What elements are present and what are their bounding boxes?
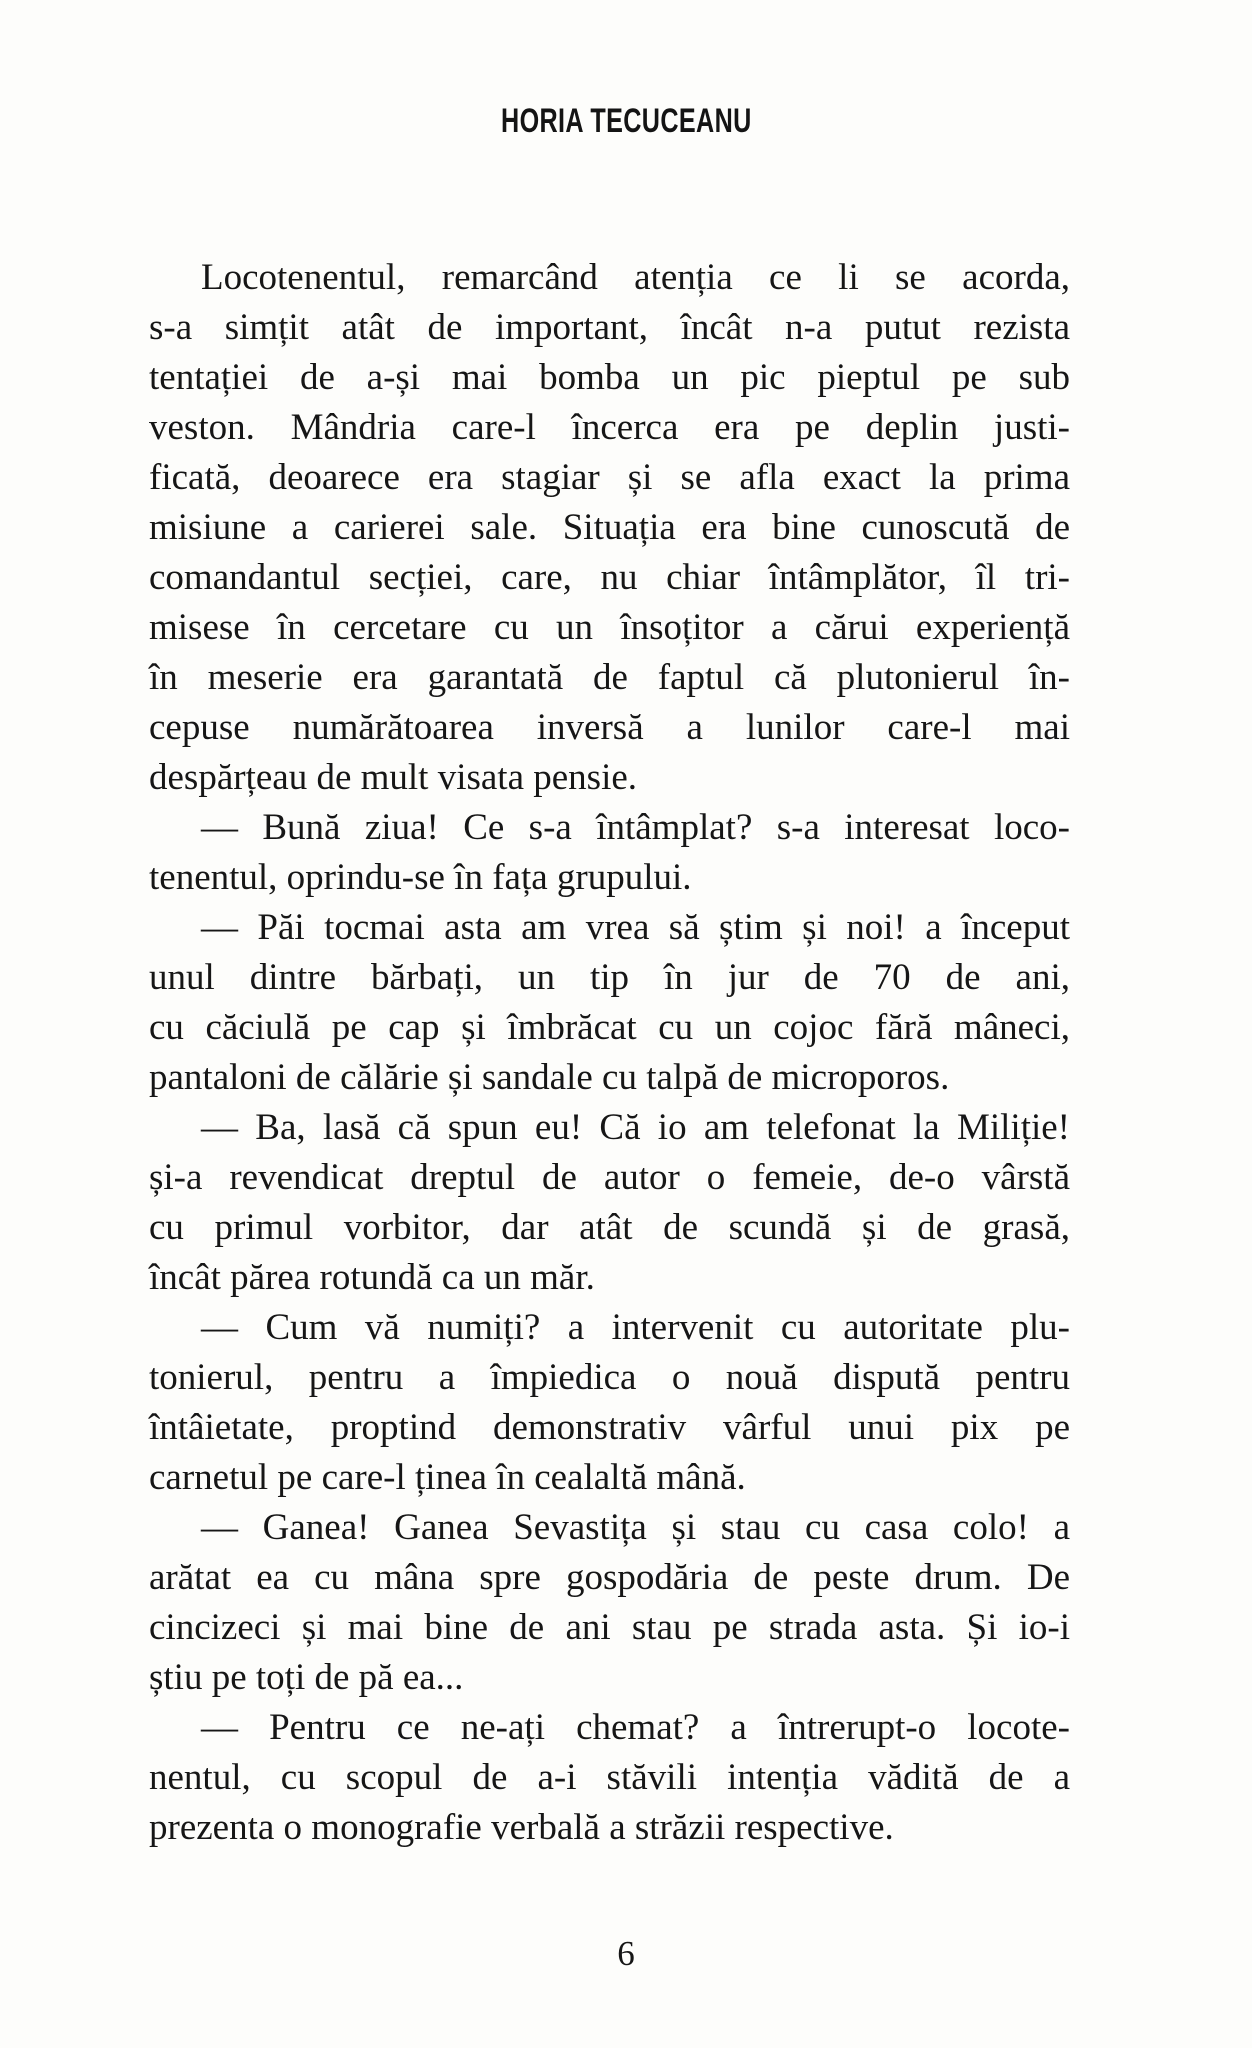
text-line: — Cum vă numiți? a intervenit cu autoritate plu- <box>201 1307 1070 1348</box>
text-line: în meserie era garantată de faptul că plutonierul în- <box>149 657 1070 698</box>
text-line: întâietate, proptind demonstrativ vârful unui pix pe <box>149 1407 1070 1448</box>
text-line: arătat ea cu mâna spre gospodăria de peste drum. De <box>149 1557 1070 1598</box>
text-line: tonierul, pentru a împiedica o nouă dispută pentru <box>149 1357 1070 1398</box>
text-line: carnetul pe care-l ținea în cealaltă mână. <box>149 1457 746 1498</box>
text-block <box>149 253 1070 1853</box>
text-line: știu pe toți de pă ea... <box>149 1657 464 1698</box>
paragraph <box>149 1303 1070 1503</box>
text-line: s-a simțit atât de important, încât n-a putut rezista <box>149 307 1070 348</box>
paragraph <box>149 1103 1070 1303</box>
text-line: comandantul secției, care, nu chiar întâmplător, îl tri- <box>149 557 1070 598</box>
text-line: tentației de a-și mai bomba un pic pieptul pe sub <box>149 357 1070 398</box>
text-line: ficată, deoarece era stagiar și se afla exact la prima <box>149 457 1070 498</box>
text-line: cepuse numărătoarea inversă a lunilor care-l mai <box>149 707 1070 748</box>
running-header <box>0 102 1252 141</box>
text-line: misiune a carierei sale. Situația era bine cunoscută de <box>149 507 1070 548</box>
text-line: nentul, cu scopul de a-i stăvili intenția vădită de a <box>149 1757 1070 1798</box>
text-line: — Păi tocmai asta am vrea să știm și noi! a început <box>201 907 1070 948</box>
text-line: — Ba, lasă că spun eu! Că io am telefonat la Miliție! <box>201 1107 1070 1148</box>
text-line: Locotenentul, remarcând atenția ce li se acorda, <box>201 257 1070 298</box>
running-header-text: HORIA TECUCEANU <box>500 102 752 140</box>
text-line: încât părea rotundă ca un măr. <box>149 1257 595 1298</box>
text-line: cu primul vorbitor, dar atât de scundă și de grasă, <box>149 1207 1070 1248</box>
paragraph <box>149 253 1070 803</box>
paragraph <box>149 1703 1070 1853</box>
text-line: cu căciulă pe cap și îmbrăcat cu un cojoc fără mâneci, <box>149 1007 1070 1048</box>
paragraph <box>149 803 1070 903</box>
text-line: și-a revendicat dreptul de autor o femeie, de-o vârstă <box>149 1157 1070 1198</box>
text-line: pantaloni de călărie și sandale cu talpă de microporos. <box>149 1057 950 1098</box>
paragraph <box>149 1503 1070 1703</box>
text-line: — Pentru ce ne-ați chemat? a întrerupt-o locote- <box>201 1707 1070 1748</box>
text-line: despărțeau de mult visata pensie. <box>149 757 638 798</box>
paragraph <box>149 903 1070 1103</box>
text-line: — Ganea! Ganea Sevastița și stau cu casa colo! a <box>201 1507 1070 1548</box>
text-line: prezenta o monografie verbală a străzii respective. <box>149 1807 894 1848</box>
text-line: — Bună ziua! Ce s-a întâmplat? s-a interesat loco- <box>201 807 1070 848</box>
text-line: unul dintre bărbați, un tip în jur de 70 de ani, <box>149 957 1070 998</box>
text-line: tenentul, oprindu-se în fața grupului. <box>149 857 692 898</box>
text-line: veston. Mândria care-l încerca era pe deplin justi- <box>149 407 1070 448</box>
text-line: cincizeci și mai bine de ani stau pe strada asta. Și io-i <box>149 1607 1070 1648</box>
text-line: misese în cercetare cu un însoțitor a cărui experiență <box>149 607 1070 648</box>
page-number: 6 <box>617 1934 635 1973</box>
